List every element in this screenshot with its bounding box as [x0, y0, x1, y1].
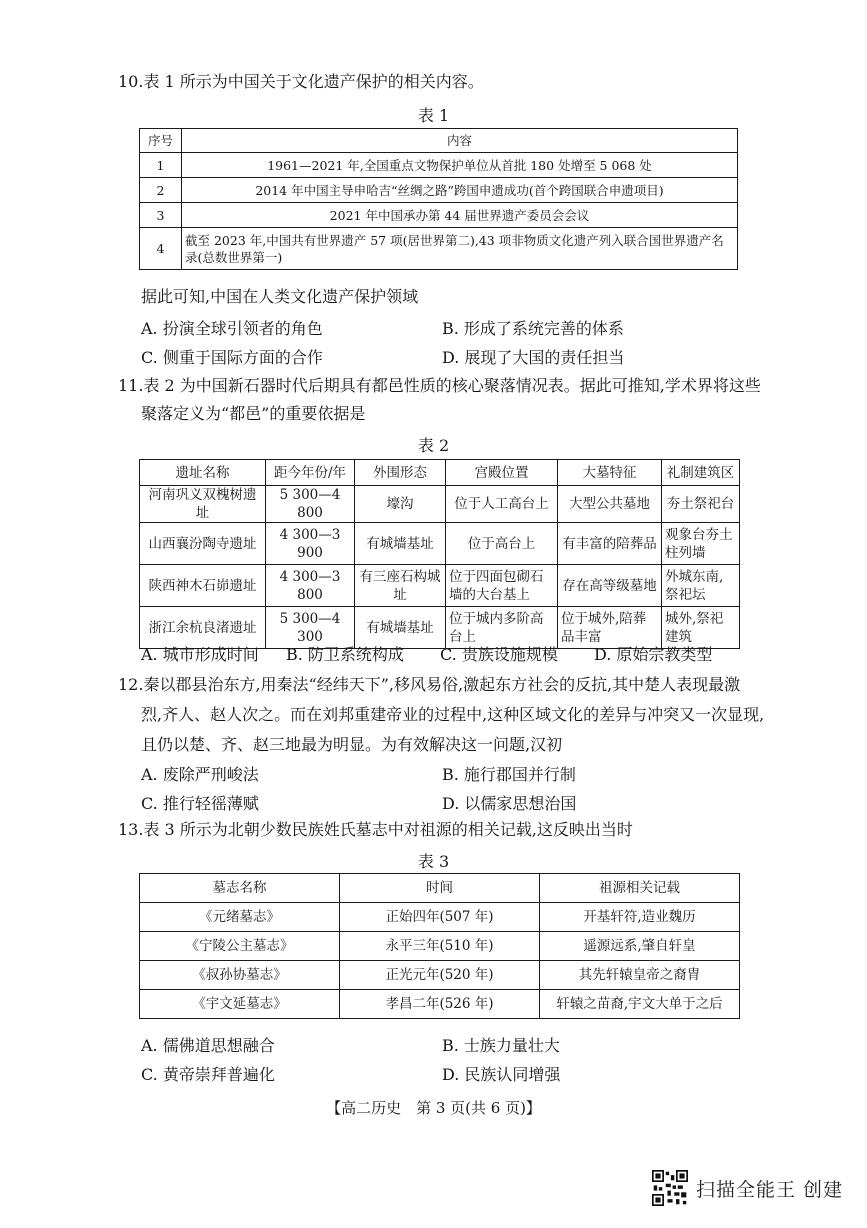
q13-option-a[interactable]: A. 儒佛道思想融合: [141, 1036, 275, 1055]
q10-stem: 10.表 1 所示为中国关于文化遗产保护的相关内容。: [118, 72, 484, 91]
table-cell: 4 300—3 900: [266, 523, 355, 565]
q13-option-b[interactable]: B. 士族力量壮大: [442, 1036, 560, 1055]
q11-option-a[interactable]: A. 城市形成时间: [141, 645, 259, 664]
q10-option-c[interactable]: C. 侧重于国际方面的合作: [141, 348, 323, 367]
q12-option-a[interactable]: A. 废除严刑峻法: [141, 765, 259, 784]
table-cell: 正始四年(507 年): [340, 903, 540, 932]
table-row: [140, 565, 740, 607]
q11-stem-line1: 11.表 2 为中国新石器时代后期具有都邑性质的核心聚落情况表。据此可推知,学术界将这些: [118, 376, 761, 395]
q10-option-d[interactable]: D. 展现了大国的责任担当: [442, 348, 625, 367]
table-cell: 陕西神木石峁遗址: [140, 565, 266, 607]
table-cell: 2014 年中国主导申哈吉“丝绸之路”跨国申遗成功(首个跨国联合申遗项目): [182, 178, 738, 203]
q10-table-caption: 表 1: [417, 106, 450, 125]
q11-option-d[interactable]: D. 原始宗教类型: [594, 645, 713, 664]
q13-stem: 13.表 3 所示为北朝少数民族姓氏墓志中对祖源的相关记载,这反映出当时: [118, 820, 633, 839]
q13-option-c[interactable]: C. 黄帝崇拜普遍化: [141, 1065, 275, 1084]
table-cell: 3: [140, 203, 182, 228]
table-cell: 位于城外,陪葬品丰富: [558, 607, 662, 649]
table-row: [140, 523, 740, 565]
table-row: [140, 903, 740, 932]
header-cell: 祖源相关记载: [540, 874, 740, 903]
q13-table: [139, 873, 740, 1019]
q12-option-d[interactable]: D. 以儒家思想治国: [442, 794, 577, 813]
q13-table-caption: 表 3: [417, 852, 450, 871]
table-header-row: [140, 460, 740, 486]
q12-option-b[interactable]: B. 施行郡国并行制: [442, 765, 576, 784]
table-cell: 位于高台上: [446, 523, 558, 565]
q12-stem-line3: 且仍以楚、齐、赵三地最为明显。为有效解决这一问题,汉初: [141, 735, 563, 754]
table-cell: 城外,祭祀建筑: [662, 607, 740, 649]
header-cell: 礼制建筑区: [662, 460, 740, 486]
table-cell: 1: [140, 153, 182, 178]
q12-stem-line2: 烈,齐人、赵人次之。而在刘邦重建帝业的过程中,这种区域文化的差异与冲突又一次显现,: [141, 705, 765, 724]
header-cell: 距今年份/年: [266, 460, 355, 486]
q11-table-caption: 表 2: [417, 436, 450, 455]
header-cell: 时间: [340, 874, 540, 903]
table-cell: 夯土祭祀台: [662, 486, 740, 523]
q10-lead: 据此可知,中国在人类文化遗产保护领域: [141, 287, 419, 306]
table-cell: 《宇文延墓志》: [140, 990, 340, 1019]
table-cell: 位于城内多阶高台上: [446, 607, 558, 649]
table-cell: 存在高等级墓地: [558, 565, 662, 607]
table-cell: 5 300—4 800: [266, 486, 355, 523]
page-footer: 【高二历史 第 3 页(共 6 页)】: [326, 1099, 541, 1117]
q10-table: [139, 128, 738, 270]
table-cell: 孝昌二年(526 年): [340, 990, 540, 1019]
table-cell: 5 300—4 300: [266, 607, 355, 649]
header-cell: 序号: [140, 129, 182, 153]
header-cell: 内容: [182, 129, 738, 153]
table-cell: 有城墙基址: [355, 607, 446, 649]
table-cell: 壕沟: [355, 486, 446, 523]
table-cell: 山西襄汾陶寺遗址: [140, 523, 266, 565]
q10-option-b[interactable]: B. 形成了系统完善的体系: [442, 319, 624, 338]
q11-stem-line2: 聚落定义为“都邑”的重要依据是: [141, 404, 366, 423]
table-cell: 位于四面包砌石墙的大台基上: [446, 565, 558, 607]
table-cell: 遥源远系,肇自轩皇: [540, 932, 740, 961]
table-cell: 外城东南,祭祀坛: [662, 565, 740, 607]
q10-option-a[interactable]: A. 扮演全球引领者的角色: [141, 319, 323, 338]
table-row: [140, 178, 738, 203]
table-cell: 4 300—3 800: [266, 565, 355, 607]
table-cell: 大型公共墓地: [558, 486, 662, 523]
table-cell: 观象台夯土柱列墙: [662, 523, 740, 565]
table-cell: 河南巩义双槐树遗址: [140, 486, 266, 523]
table-cell: 《元绪墓志》: [140, 903, 340, 932]
table-cell: 1961—2021 年,全国重点文物保护单位从首批 180 处增至 5 068 处: [182, 153, 738, 178]
q11-table: [139, 459, 740, 649]
header-cell: 宫殿位置: [446, 460, 558, 486]
watermark-text: 扫描全能王 创建: [696, 1178, 844, 1201]
table-cell: 《叔孙协墓志》: [140, 961, 340, 990]
table-cell: 永平三年(510 年): [340, 932, 540, 961]
table-cell: 正光元年(520 年): [340, 961, 540, 990]
table-row: [140, 961, 740, 990]
table-row: [140, 990, 740, 1019]
table-cell: 有城墙基址: [355, 523, 446, 565]
scanner-watermark: [652, 1170, 843, 1206]
table-row: [140, 153, 738, 178]
table-cell: 位于人工高台上: [446, 486, 558, 523]
table-cell: 2: [140, 178, 182, 203]
table-cell: 《宁陵公主墓志》: [140, 932, 340, 961]
table-cell: 截至 2023 年,中国共有世界遗产 57 项(居世界第二),43 项非物质文化遗产列入联合国世界遗产名录(总数世界第一): [182, 228, 738, 270]
table-header-row: [140, 874, 740, 903]
table-cell: 开基轩符,造业魏历: [540, 903, 740, 932]
header-cell: 外围形态: [355, 460, 446, 486]
table-cell: 其先轩辕皇帝之裔胄: [540, 961, 740, 990]
table-cell: 4: [140, 228, 182, 270]
q12-stem-line1: 12.秦以郡县治东方,用秦法“经纬天下”,移风易俗,激起东方社会的反抗,其中楚人表现最激: [118, 675, 741, 694]
table-cell: 轩辕之苗裔,宇文大单于之后: [540, 990, 740, 1019]
qr-code-icon: [652, 1170, 688, 1206]
q11-option-c[interactable]: C. 贵族设施规模: [440, 645, 558, 664]
table-row: [140, 932, 740, 961]
q12-option-c[interactable]: C. 推行轻徭薄赋: [141, 794, 259, 813]
table-cell: 有丰富的陪葬品: [558, 523, 662, 565]
table-row: [140, 486, 740, 523]
header-cell: 遗址名称: [140, 460, 266, 486]
table-cell: 有三座石构城址: [355, 565, 446, 607]
table-row: [140, 203, 738, 228]
table-cell: 2021 年中国承办第 44 届世界遗产委员会会议: [182, 203, 738, 228]
header-cell: 墓志名称: [140, 874, 340, 903]
header-cell: 大墓特征: [558, 460, 662, 486]
q11-option-b[interactable]: B. 防卫系统构成: [286, 645, 404, 664]
q13-option-d[interactable]: D. 民族认同增强: [442, 1065, 561, 1084]
table-cell: 浙江余杭良渚遗址: [140, 607, 266, 649]
table-row: [140, 228, 738, 270]
table-header-row: [140, 129, 738, 153]
